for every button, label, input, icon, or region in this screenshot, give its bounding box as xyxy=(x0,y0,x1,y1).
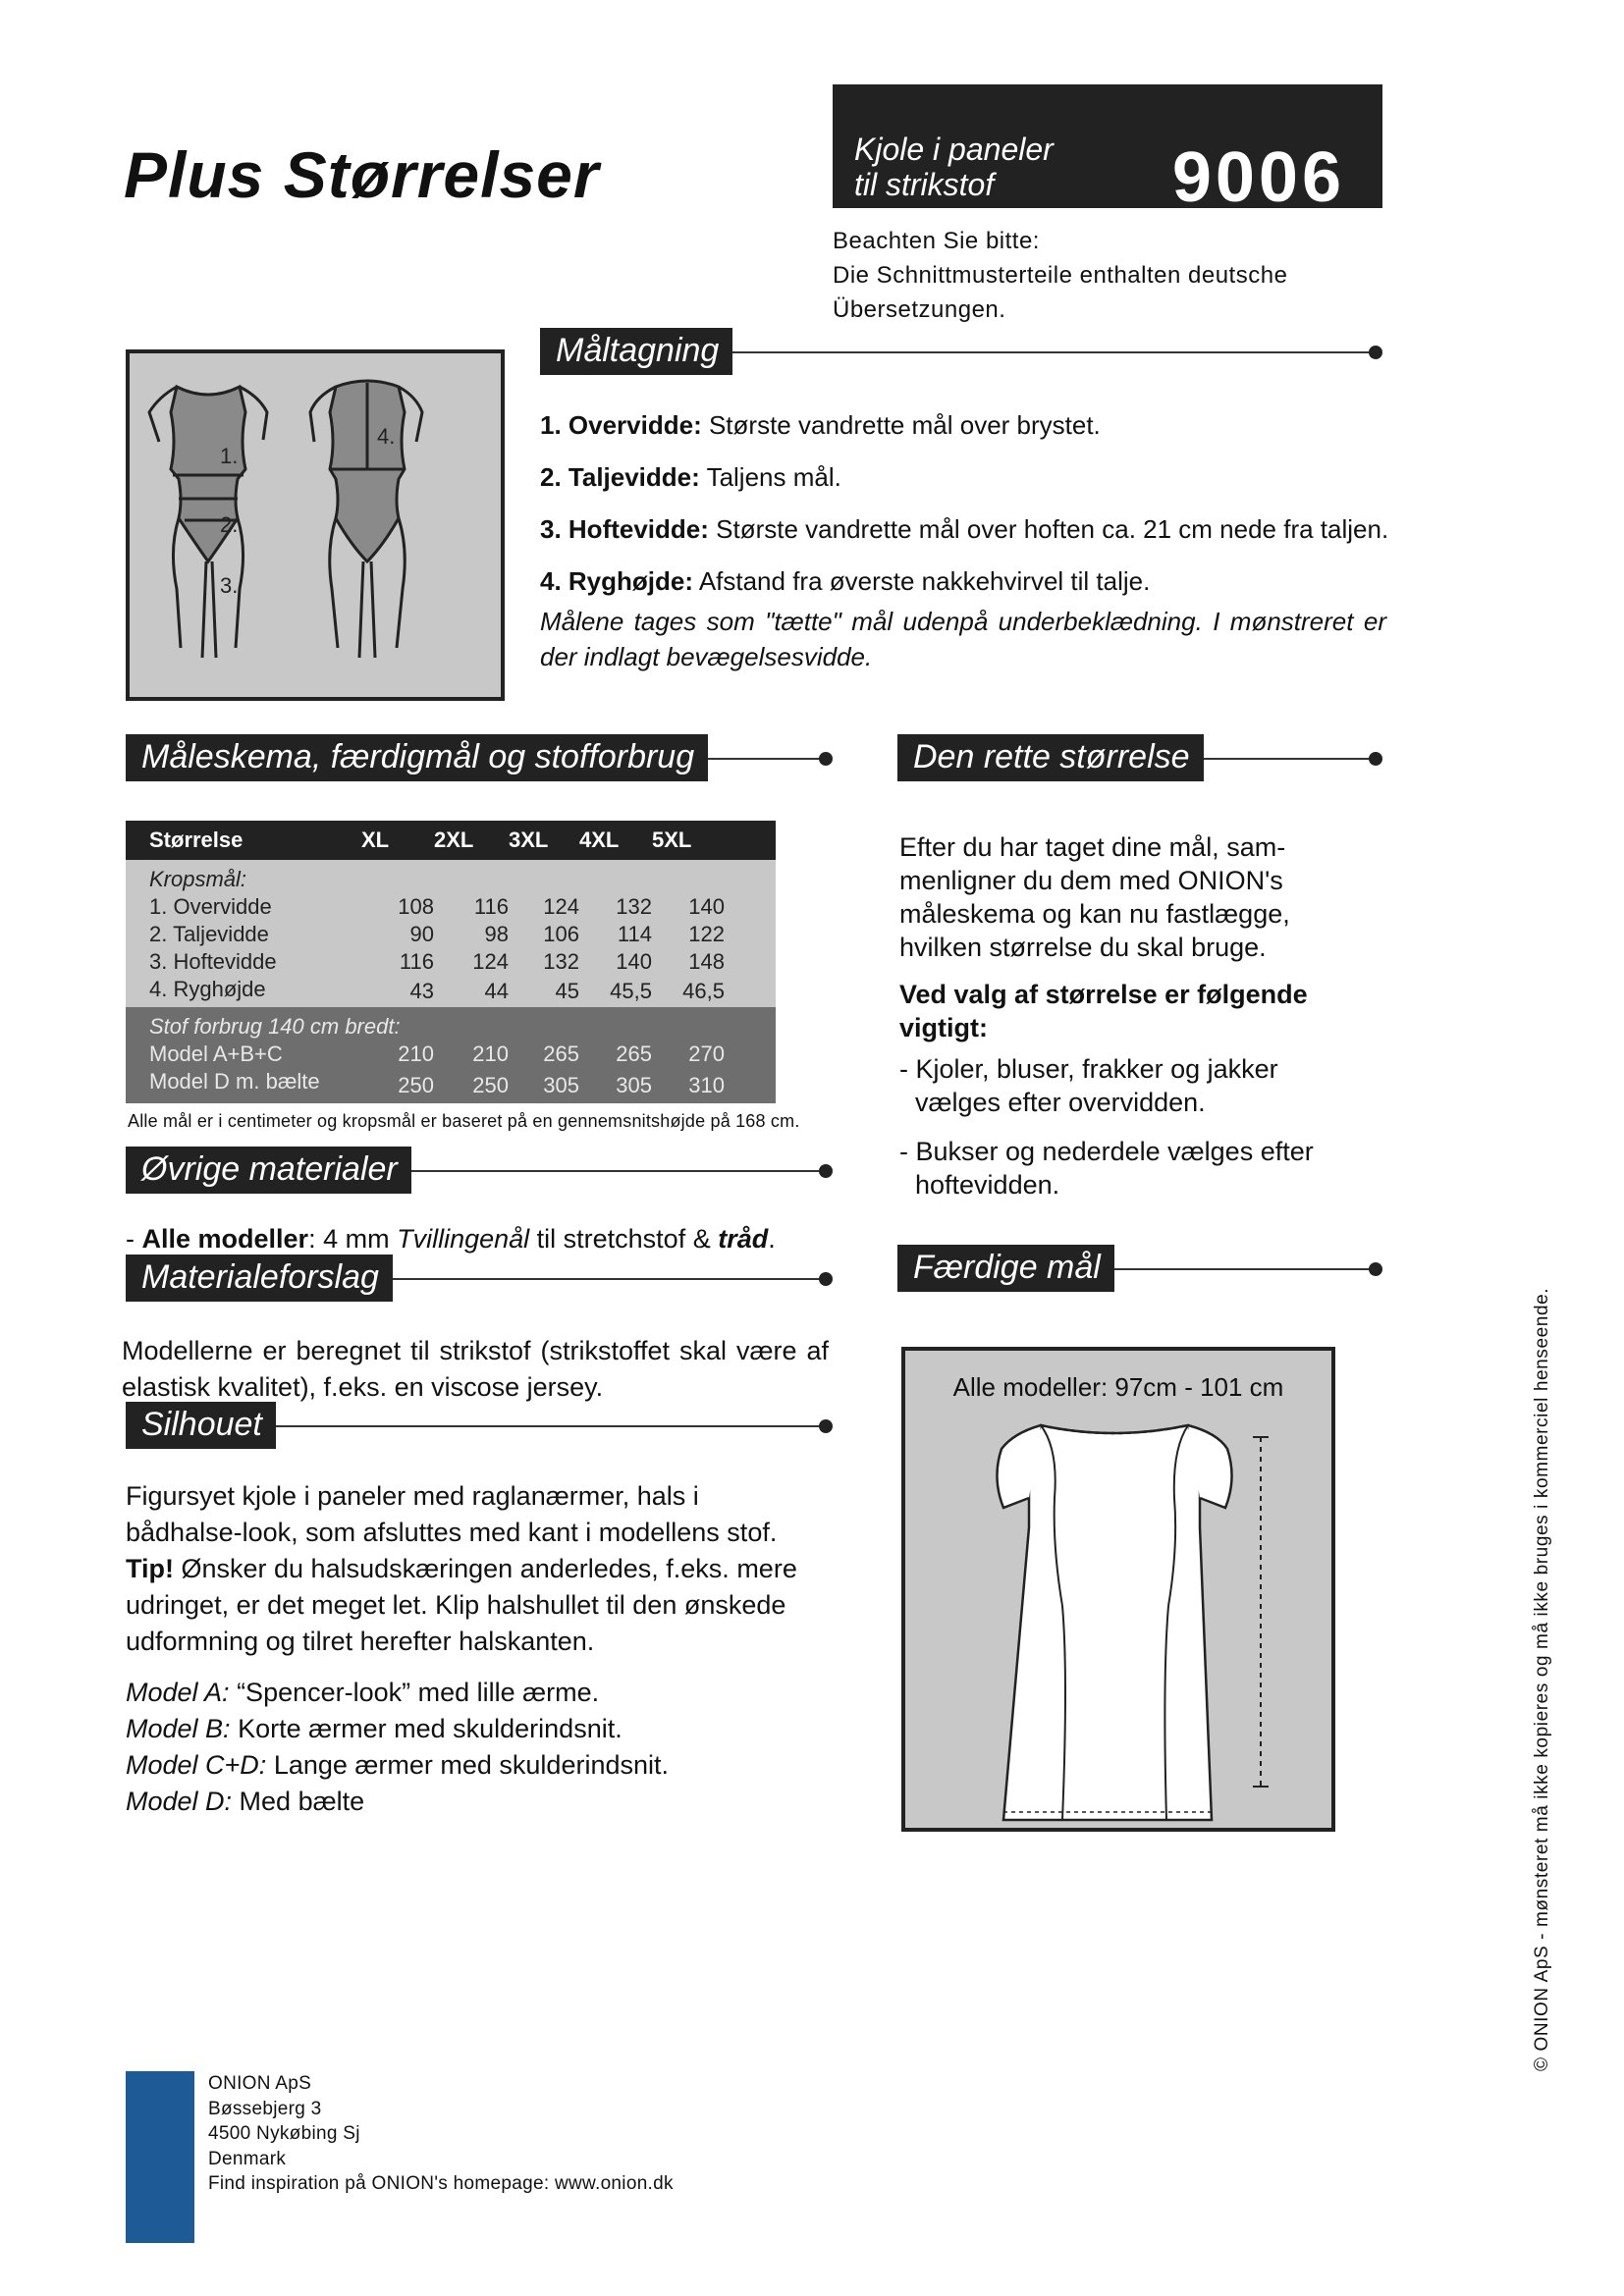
table-cell: 250 xyxy=(434,1068,509,1103)
table-cell: 124 xyxy=(509,893,579,921)
website-line: Find inspiration på ONION's homepage: www.onion.dk xyxy=(208,2173,674,2194)
table-cell: 108 xyxy=(361,893,434,921)
text-line: udformning og tilret herefter halskanten. xyxy=(126,1627,595,1656)
section-label: Færdige mål xyxy=(897,1245,1114,1292)
measuring-note: Målene tages som "tætte" mål udenpå underbeklædning. I mønstreret er der indlagt bevægelsesvidde. xyxy=(540,607,1386,671)
text-line xyxy=(126,1551,797,1587)
table-cell: 305 xyxy=(509,1068,579,1103)
heading-dot xyxy=(819,752,833,766)
column-header: 3XL xyxy=(509,821,579,860)
page-title: Plus Størrelser xyxy=(124,138,600,211)
table-cell: 132 xyxy=(579,893,652,921)
table-cell: 140 xyxy=(652,893,725,921)
measure-label: 3. Hoftevidde: xyxy=(540,514,709,544)
row-label: 2. Taljevidde xyxy=(126,921,361,948)
table-row xyxy=(126,1068,776,1103)
table-cell: 122 xyxy=(652,921,725,948)
text-fragment: . xyxy=(768,1224,776,1254)
brand-color-bar xyxy=(126,2071,194,2243)
model-text: Korte ærmer med skulderindsnit. xyxy=(230,1714,623,1743)
table-cell: 132 xyxy=(509,948,579,976)
table-cell: 250 xyxy=(361,1068,434,1103)
heading-dot xyxy=(1369,752,1382,766)
measure-label: 4. Ryghøjde: xyxy=(540,566,694,596)
address-line: 4500 Nykøbing Sj xyxy=(208,2123,360,2144)
table-cell: 43 xyxy=(361,976,434,1007)
row-label: Model D m. bælte xyxy=(126,1068,361,1103)
text-line: hvilken størrelse du skal bruge. xyxy=(899,933,1267,962)
text-fragment: Alle modeller xyxy=(141,1224,309,1254)
text-fragment: - xyxy=(126,1224,142,1254)
column-header: 4XL xyxy=(579,821,652,860)
material-suggestion-text: Modellerne er beregnet til strikstof (strikstoffet skal være af elastisk kvalitet), f.eks. en viscose jersey. xyxy=(122,1336,829,1402)
table-cell: 310 xyxy=(652,1068,725,1103)
text-line: måleskema og kan nu fastlægge, xyxy=(899,899,1290,929)
finished-caption: Alle modeller: 97cm - 101 cm xyxy=(952,1372,1284,1402)
section-heading-silhouet xyxy=(126,1406,825,1443)
heading-dot xyxy=(1369,1262,1382,1276)
measure-text: Taljens mål. xyxy=(706,462,841,492)
model-label: Model D: xyxy=(126,1787,233,1816)
section-label: Materialeforslag xyxy=(126,1255,393,1302)
measure-item xyxy=(540,514,1389,544)
body-measures-title: Kropsmål: xyxy=(126,860,776,893)
table-cell: 98 xyxy=(434,921,509,948)
note-line: Beachten Sie bitte: xyxy=(833,228,1040,254)
text-line: Figursyet kjole i paneler med raglanærmer, hals i xyxy=(126,1481,699,1511)
measure-item xyxy=(540,566,1386,596)
copyright-text: © ONION ApS - mønsteret må ikke kopieres og må ikke bruges i kommerciel henseende. xyxy=(1532,1287,1552,2071)
model-label: Model A: xyxy=(126,1678,230,1707)
column-header: Størrelse xyxy=(126,821,361,860)
measure-label: 2. Taljevidde: xyxy=(540,462,700,492)
text-line: bådhalse-look, som afsluttes med kant i modellens stof. xyxy=(126,1518,778,1547)
figure-label-1: 1. xyxy=(220,444,239,468)
text-line: menligner du dem med ONION's xyxy=(899,866,1283,895)
finished-figure xyxy=(901,1347,1335,1832)
pattern-name-line2: til strikstof xyxy=(854,167,995,202)
measure-item xyxy=(540,462,1386,492)
table-cell: 44 xyxy=(434,976,509,1007)
heading-dot xyxy=(1369,346,1382,359)
heading-dot xyxy=(819,1272,833,1286)
model-label: Model C+D: xyxy=(126,1750,267,1780)
size-table xyxy=(126,821,776,1103)
table-cell: 140 xyxy=(579,948,652,976)
table-cell: 45,5 xyxy=(579,976,652,1007)
measuring-figure xyxy=(126,349,505,701)
text-fragment: Ønsker du halsudskæringen anderledes, f.eks. mere xyxy=(174,1554,797,1583)
company-address xyxy=(208,2071,674,2197)
bullet-line: - Bukser og nederdele vælges efter xyxy=(899,1137,1314,1166)
text-fragment: Tvillingenål xyxy=(397,1224,530,1254)
model-text: “Spencer-look” med lille ærme. xyxy=(229,1678,600,1707)
section-heading-rette-stoerrelse xyxy=(897,738,1375,775)
section-label: Den rette størrelse xyxy=(897,734,1204,781)
row-label: Model A+B+C xyxy=(126,1041,361,1068)
column-header: 5XL xyxy=(652,821,725,860)
pattern-name-line1: Kjole i paneler xyxy=(854,132,1054,167)
model-text: Med bælte xyxy=(232,1787,365,1816)
table-header-row xyxy=(126,821,776,860)
figure-label-4: 4. xyxy=(377,424,396,449)
other-materials-text xyxy=(126,1221,776,1257)
section-label: Silhouet xyxy=(126,1402,276,1449)
table-row xyxy=(126,948,776,976)
section-heading-maaltagning xyxy=(540,332,1375,369)
fabric-title: Stof forbrug 140 cm bredt: xyxy=(126,1007,776,1041)
model-item xyxy=(126,1747,797,1784)
section-heading-faerdige-maal xyxy=(897,1249,1375,1286)
text-line: udringet, er det meget let. Klip halshullet til den ønskede xyxy=(126,1590,786,1620)
section-heading-oevrige xyxy=(126,1150,825,1188)
table-row xyxy=(126,976,776,1007)
silhouette-text xyxy=(126,1478,797,1820)
address-line: Denmark xyxy=(208,2148,287,2169)
bullet-line: - Kjoler, bluser, frakker og jakker xyxy=(899,1054,1278,1084)
table-cell: 148 xyxy=(652,948,725,976)
figure-label-3: 3. xyxy=(220,573,239,598)
text-fragment: til stretchstof & xyxy=(529,1224,719,1254)
row-label: 3. Hoftevidde xyxy=(126,948,361,976)
model-item xyxy=(126,1675,797,1711)
section-label: Øvrige materialer xyxy=(126,1147,411,1194)
table-cell: 270 xyxy=(652,1041,725,1068)
address-line: Bøssebjerg 3 xyxy=(208,2098,322,2119)
model-text: Lange ærmer med skulderindsnit. xyxy=(266,1750,670,1780)
heading-dot xyxy=(819,1419,833,1433)
pattern-number: 9006 xyxy=(1171,138,1345,217)
measure-item xyxy=(540,410,1386,440)
pattern-badge xyxy=(833,84,1382,217)
note-line: Die Schnittmusterteile enthalten deutsche xyxy=(833,262,1288,289)
tip-label: Tip! xyxy=(126,1554,174,1583)
measure-text: Afstand fra øverste nakkehvirvel til talje. xyxy=(698,566,1151,596)
text-fragment: tråd xyxy=(718,1224,769,1254)
table-footnote: Alle mål er i centimeter og kropsmål er baseret på en gennemsnitshøjde på 168 cm. xyxy=(128,1111,800,1131)
table-cell: 46,5 xyxy=(652,976,725,1007)
column-header: XL xyxy=(361,821,434,860)
model-item xyxy=(126,1784,797,1820)
table-cell: 114 xyxy=(579,921,652,948)
body-measure-illustration xyxy=(130,353,501,697)
model-label: Model B: xyxy=(126,1714,231,1743)
table-cell: 265 xyxy=(579,1041,652,1068)
measuring-list xyxy=(540,410,1389,674)
section-label: Måltagning xyxy=(540,328,732,375)
company-name: ONION ApS xyxy=(208,2073,312,2094)
table-row xyxy=(126,893,776,921)
figure-label-2: 2. xyxy=(220,512,239,537)
table-row xyxy=(126,1041,776,1068)
measure-text: Største vandrette mål over brystet. xyxy=(708,410,1101,440)
table-row xyxy=(126,921,776,948)
table-cell: 106 xyxy=(509,921,579,948)
measure-label: 1. Overvidde: xyxy=(540,410,702,440)
table-cell: 116 xyxy=(434,893,509,921)
text-line: Ved valg af størrelse er følgende xyxy=(899,980,1308,1009)
table-cell: 116 xyxy=(361,948,434,976)
measure-text: Største vandrette mål over hoften ca. 21 cm nede fra taljen. xyxy=(716,514,1389,544)
text-line: Efter du har taget dine mål, sam- xyxy=(899,832,1286,862)
section-heading-maaleskema xyxy=(126,738,825,775)
translation-note xyxy=(833,224,1287,327)
table-cell: 305 xyxy=(579,1068,652,1103)
model-item xyxy=(126,1711,797,1747)
table-section-title xyxy=(126,860,776,893)
right-size-text xyxy=(899,830,1314,1201)
row-label: 4. Ryghøjde xyxy=(126,976,361,1007)
table-cell: 45 xyxy=(509,976,579,1007)
pattern-name xyxy=(854,132,1054,202)
row-label: 1. Overvidde xyxy=(126,893,361,921)
section-heading-materialeforslag xyxy=(126,1258,825,1296)
section-label: Måleskema, færdigmål og stofforbrug xyxy=(126,734,708,781)
table-section-title xyxy=(126,1007,776,1041)
column-header: 2XL xyxy=(434,821,509,860)
bullet-line: vælges efter overvidden. xyxy=(915,1088,1206,1117)
table-cell: 210 xyxy=(434,1041,509,1068)
bullet-line: hoftevidden. xyxy=(915,1170,1060,1200)
dress-illustration xyxy=(905,1351,1331,1828)
table-cell: 210 xyxy=(361,1041,434,1068)
table-cell: 265 xyxy=(509,1041,579,1068)
table-cell: 90 xyxy=(361,921,434,948)
heading-dot xyxy=(819,1164,833,1178)
table-cell: 124 xyxy=(434,948,509,976)
text-line: vigtigt: xyxy=(899,1013,988,1042)
text-fragment: : 4 mm xyxy=(308,1224,398,1254)
note-line: Übersetzungen. xyxy=(833,296,1006,323)
